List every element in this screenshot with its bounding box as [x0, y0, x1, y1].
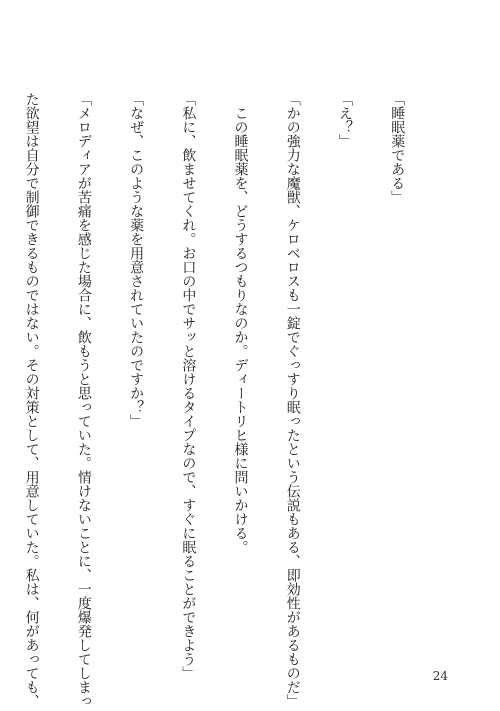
text-line: 「え？」 — [336, 92, 353, 148]
text-line: 「睡眠薬である」 — [389, 92, 406, 204]
text-line: 「かの強力な魔獣、ケロベロスも一錠でぐっすり眠ったという伝説もある、即効性があるものだ」 — [284, 92, 301, 708]
text-line: 「メロディアが苦痛を感じた場合に、飲もうと思っていた。情けないことに、一度爆発してしまっ — [75, 92, 92, 708]
text-line: 「なぜ、このような薬を用意されていたのですか？」 — [128, 92, 145, 428]
text-line: この睡眠薬を、どうするつもりなのか。ディートリヒ様に問いかける。 — [232, 92, 249, 554]
page-number: 24 — [432, 669, 448, 683]
text-line: 「私に、飲ませてくれ。お口の中でサッと溶けるタイプなので、すぐに眠ることができよう」 — [180, 92, 197, 680]
text-line: た欲望は自分で制御できるものではない。その対策として、用意していた。私は、何があっても、 — [23, 92, 40, 708]
